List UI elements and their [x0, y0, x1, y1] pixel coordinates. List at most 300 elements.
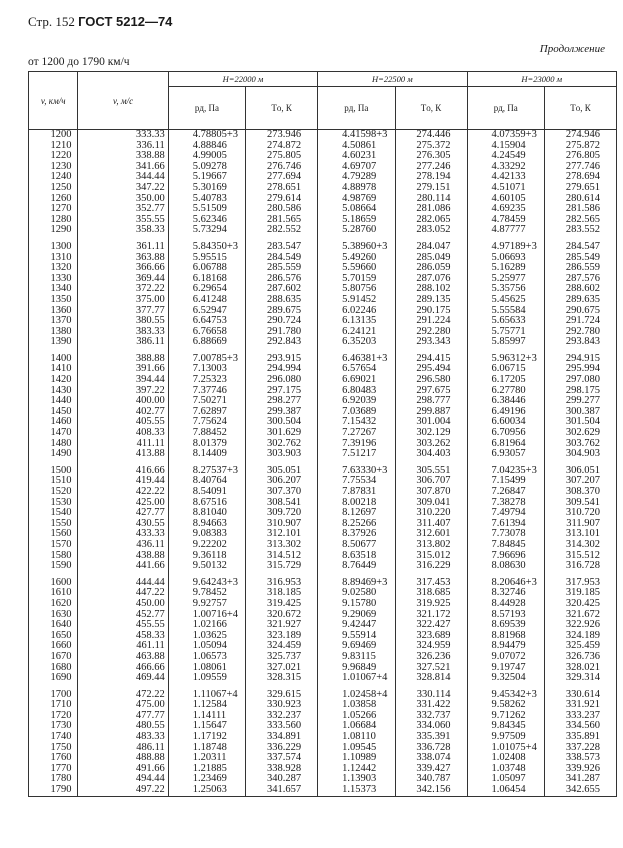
cell-pressure: 7.84845: [467, 540, 544, 551]
table-row: [29, 551, 617, 562]
table-row: [29, 631, 617, 642]
cell-v-ms: 391.66: [78, 364, 168, 375]
cell-pressure: 7.27267: [318, 428, 395, 439]
cell-v-ms: 405.55: [78, 417, 168, 428]
cell-v-ms: 386.11: [78, 337, 168, 348]
cell-pressure: 6.41248: [168, 295, 245, 306]
cell-temperature: 289.135: [395, 295, 467, 306]
cell-temperature: 295.494: [395, 364, 467, 375]
table-row: [29, 327, 617, 338]
table-row: [29, 417, 617, 428]
cell-pressure: 4.51071: [467, 183, 544, 194]
cell-pressure: 5.45625: [467, 295, 544, 306]
cell-temperature: 291.224: [395, 316, 467, 327]
cell-v-kmh: 1500: [29, 466, 78, 477]
cell-temperature: 293.343: [395, 337, 467, 348]
cell-pressure: 8.69539: [467, 620, 544, 631]
cell-pressure: 9.64243+3: [168, 578, 245, 589]
cell-v-kmh: 1450: [29, 407, 78, 418]
cell-pressure: 9.96849: [318, 663, 395, 674]
cell-temperature: 311.907: [544, 519, 616, 530]
cell-pressure: 6.06788: [168, 263, 245, 274]
cell-pressure: 1.03858: [318, 700, 395, 711]
cell-temperature: 320.672: [246, 610, 318, 621]
cell-temperature: 280.114: [395, 194, 467, 205]
cell-pressure: 5.80756: [318, 284, 395, 295]
cell-temperature: 290.675: [544, 306, 616, 317]
cell-pressure: 5.73294: [168, 225, 245, 236]
cell-pressure: 1.15647: [168, 721, 245, 732]
table-row: [29, 700, 617, 711]
table-row: [29, 508, 617, 519]
cell-temperature: 292.843: [246, 337, 318, 348]
cell-pressure: 6.52947: [168, 306, 245, 317]
table-row: [29, 263, 617, 274]
cell-pressure: 9.19747: [467, 663, 544, 674]
cell-v-ms: 394.44: [78, 375, 168, 386]
cell-v-kmh: 1290: [29, 225, 78, 236]
cell-v-ms: 480.55: [78, 721, 168, 732]
cell-v-kmh: 1260: [29, 194, 78, 205]
cell-temperature: 302.629: [544, 428, 616, 439]
cell-v-kmh: 1430: [29, 386, 78, 397]
cell-temperature: 331.921: [544, 700, 616, 711]
cell-pressure: 1.10989: [318, 753, 395, 764]
cell-v-kmh: 1530: [29, 498, 78, 509]
cell-temperature: 284.047: [395, 242, 467, 253]
cell-pressure: 1.20311: [168, 753, 245, 764]
cell-v-ms: 477.77: [78, 711, 168, 722]
table-row: [29, 785, 617, 796]
cell-pressure: 1.13903: [318, 774, 395, 785]
cell-temperature: 315.729: [246, 561, 318, 572]
cell-temperature: 282.552: [246, 225, 318, 236]
cell-pressure: 4.24549: [467, 151, 544, 162]
cell-pressure: 7.39196: [318, 439, 395, 450]
cell-temperature: 308.541: [246, 498, 318, 509]
table-row: [29, 284, 617, 295]
cell-pressure: 1.06454: [467, 785, 544, 796]
cell-pressure: 8.63518: [318, 551, 395, 562]
cell-temperature: 276.805: [544, 151, 616, 162]
cell-temperature: 341.657: [246, 785, 318, 796]
group-header-h23000: H=23000 м: [467, 72, 616, 87]
cell-temperature: 305.051: [246, 466, 318, 477]
table-row: [29, 663, 617, 674]
cell-pressure: 5.19667: [168, 172, 245, 183]
table-row: [29, 141, 617, 152]
cell-v-ms: 494.44: [78, 774, 168, 785]
cell-temperature: 282.565: [544, 215, 616, 226]
table-row: [29, 753, 617, 764]
cell-v-ms: 472.22: [78, 690, 168, 701]
cell-temperature: 274.946: [544, 130, 616, 141]
cell-v-kmh: 1690: [29, 673, 78, 684]
cell-temperature: 338.074: [395, 753, 467, 764]
cell-v-ms: 425.00: [78, 498, 168, 509]
cell-v-kmh: 1440: [29, 396, 78, 407]
cell-temperature: 333.560: [246, 721, 318, 732]
cell-pressure: 1.18748: [168, 743, 245, 754]
cell-pressure: 1.01067+4: [318, 673, 395, 684]
cell-v-kmh: 1280: [29, 215, 78, 226]
cell-pressure: 5.35756: [467, 284, 544, 295]
cell-temperature: 297.080: [544, 375, 616, 386]
cell-temperature: 316.953: [246, 578, 318, 589]
cell-temperature: 311.407: [395, 519, 467, 530]
table-row: [29, 578, 617, 589]
cell-pressure: 1.01075+4: [467, 743, 544, 754]
cell-temperature: 327.021: [246, 663, 318, 674]
table-row: [29, 151, 617, 162]
cell-temperature: 300.387: [544, 407, 616, 418]
cell-pressure: 7.63330+3: [318, 466, 395, 477]
cell-temperature: 277.246: [395, 162, 467, 173]
cell-v-kmh: 1790: [29, 785, 78, 796]
cell-temperature: 319.925: [395, 599, 467, 610]
cell-pressure: 7.26847: [467, 487, 544, 498]
cell-pressure: 1.12584: [168, 700, 245, 711]
cell-temperature: 315.012: [395, 551, 467, 562]
cell-pressure: 1.03625: [168, 631, 245, 642]
cell-pressure: 9.22202: [168, 540, 245, 551]
cell-pressure: 1.09545: [318, 743, 395, 754]
cell-v-ms: 447.22: [78, 588, 168, 599]
table-row: [29, 743, 617, 754]
cell-v-kmh: 1580: [29, 551, 78, 562]
cell-v-kmh: 1720: [29, 711, 78, 722]
cell-temperature: 339.427: [395, 764, 467, 775]
cell-temperature: 286.559: [544, 263, 616, 274]
cell-temperature: 333.237: [544, 711, 616, 722]
cell-temperature: 328.021: [544, 663, 616, 674]
cell-temperature: 274.446: [395, 130, 467, 141]
cell-v-ms: 344.44: [78, 172, 168, 183]
cell-pressure: 7.50271: [168, 396, 245, 407]
cell-pressure: 1.21885: [168, 764, 245, 775]
cell-v-ms: 402.77: [78, 407, 168, 418]
cell-pressure: 1.15373: [318, 785, 395, 796]
table-row: [29, 386, 617, 397]
cell-temperature: 301.504: [544, 417, 616, 428]
cell-pressure: 6.92039: [318, 396, 395, 407]
cell-temperature: 299.277: [544, 396, 616, 407]
cell-temperature: 275.372: [395, 141, 467, 152]
cell-v-kmh: 1300: [29, 242, 78, 253]
range-caption: от 1200 до 1790 км/ч: [28, 56, 130, 68]
cell-v-ms: 377.77: [78, 306, 168, 317]
cell-temperature: 273.946: [246, 130, 318, 141]
cell-temperature: 300.504: [246, 417, 318, 428]
cell-pressure: 5.40783: [168, 194, 245, 205]
cell-pressure: 1.06573: [168, 652, 245, 663]
cell-temperature: 283.547: [246, 242, 318, 253]
cell-pressure: 9.07072: [467, 652, 544, 663]
cell-temperature: 284.547: [544, 242, 616, 253]
cell-pressure: 1.17192: [168, 732, 245, 743]
cell-pressure: 9.97509: [467, 732, 544, 743]
cell-temperature: 309.541: [544, 498, 616, 509]
col-header-pressure: pд, Па: [168, 87, 245, 130]
cell-v-ms: 469.44: [78, 673, 168, 684]
cell-pressure: 8.08630: [467, 561, 544, 572]
cell-pressure: 5.49260: [318, 253, 395, 264]
cell-temperature: 339.926: [544, 764, 616, 775]
cell-temperature: 330.923: [246, 700, 318, 711]
table-row: [29, 652, 617, 663]
cell-v-kmh: 1360: [29, 306, 78, 317]
cell-v-ms: 350.00: [78, 194, 168, 205]
cell-pressure: 1.00716+4: [168, 610, 245, 621]
cell-v-kmh: 1390: [29, 337, 78, 348]
cell-temperature: 293.843: [544, 337, 616, 348]
cell-temperature: 309.041: [395, 498, 467, 509]
cell-temperature: 330.614: [544, 690, 616, 701]
cell-pressure: 6.76658: [168, 327, 245, 338]
cell-pressure: 6.35203: [318, 337, 395, 348]
cell-pressure: 8.12697: [318, 508, 395, 519]
cell-temperature: 306.051: [544, 466, 616, 477]
cell-v-kmh: 1320: [29, 263, 78, 274]
cell-temperature: 336.728: [395, 743, 467, 754]
cell-v-ms: 450.00: [78, 599, 168, 610]
cell-temperature: 316.728: [544, 561, 616, 572]
col-header-v-kmh: v, км/ч: [29, 72, 78, 130]
cell-pressure: 4.78459: [467, 215, 544, 226]
table-row: [29, 774, 617, 785]
cell-temperature: 342.156: [395, 785, 467, 796]
cell-v-kmh: 1570: [29, 540, 78, 551]
table-row: [29, 641, 617, 652]
cell-pressure: 5.28760: [318, 225, 395, 236]
cell-pressure: 1.03748: [467, 764, 544, 775]
table-row: [29, 690, 617, 701]
page-header: [28, 14, 172, 30]
cell-pressure: 7.75534: [318, 476, 395, 487]
table-row: [29, 375, 617, 386]
cell-temperature: 297.175: [246, 386, 318, 397]
cell-pressure: 8.81040: [168, 508, 245, 519]
cell-v-kmh: 1250: [29, 183, 78, 194]
cell-temperature: 312.601: [395, 529, 467, 540]
cell-v-kmh: 1520: [29, 487, 78, 498]
table-row: [29, 130, 617, 141]
cell-v-ms: 413.88: [78, 449, 168, 460]
cell-pressure: 9.08383: [168, 529, 245, 540]
cell-pressure: 5.09278: [168, 162, 245, 173]
cell-pressure: 4.88846: [168, 141, 245, 152]
cell-pressure: 7.88452: [168, 428, 245, 439]
cell-temperature: 295.994: [544, 364, 616, 375]
table-row: [29, 561, 617, 572]
cell-v-kmh: 1640: [29, 620, 78, 631]
cell-temperature: 314.302: [544, 540, 616, 551]
cell-v-kmh: 1540: [29, 508, 78, 519]
cell-v-ms: 419.44: [78, 476, 168, 487]
cell-pressure: 6.18168: [168, 274, 245, 285]
cell-v-kmh: 1420: [29, 375, 78, 386]
cell-v-kmh: 1560: [29, 529, 78, 540]
cell-temperature: 309.720: [246, 508, 318, 519]
cell-temperature: 289.635: [544, 295, 616, 306]
cell-temperature: 318.685: [395, 588, 467, 599]
cell-v-kmh: 1590: [29, 561, 78, 572]
cell-temperature: 317.953: [544, 578, 616, 589]
cell-pressure: 9.50132: [168, 561, 245, 572]
cell-v-ms: 372.22: [78, 284, 168, 295]
table-row: [29, 466, 617, 477]
cell-pressure: 8.20646+3: [467, 578, 544, 589]
cell-pressure: 7.15432: [318, 417, 395, 428]
cell-pressure: 8.25266: [318, 519, 395, 530]
col-header-temperature: Tо, К: [246, 87, 318, 130]
cell-temperature: 281.565: [246, 215, 318, 226]
cell-temperature: 306.207: [246, 476, 318, 487]
cell-temperature: 280.586: [246, 204, 318, 215]
cell-temperature: 298.277: [246, 396, 318, 407]
cell-temperature: 292.780: [544, 327, 616, 338]
cell-temperature: 287.576: [544, 274, 616, 285]
cell-temperature: 323.689: [395, 631, 467, 642]
cell-temperature: 307.207: [544, 476, 616, 487]
cell-v-kmh: 1460: [29, 417, 78, 428]
cell-pressure: 6.24121: [318, 327, 395, 338]
cell-pressure: 1.14111: [168, 711, 245, 722]
cell-pressure: 4.15904: [467, 141, 544, 152]
cell-temperature: 288.102: [395, 284, 467, 295]
cell-v-ms: 338.88: [78, 151, 168, 162]
cell-pressure: 7.49794: [467, 508, 544, 519]
cell-pressure: 7.13003: [168, 364, 245, 375]
cell-temperature: 298.777: [395, 396, 467, 407]
cell-pressure: 6.64753: [168, 316, 245, 327]
cell-temperature: 299.387: [246, 407, 318, 418]
cell-temperature: 321.927: [246, 620, 318, 631]
cell-temperature: 278.651: [246, 183, 318, 194]
cell-v-kmh: 1210: [29, 141, 78, 152]
cell-pressure: 1.25063: [168, 785, 245, 796]
cell-temperature: 278.194: [395, 172, 467, 183]
cell-pressure: 5.16289: [467, 263, 544, 274]
cell-pressure: 1.09559: [168, 673, 245, 684]
cell-pressure: 5.30169: [168, 183, 245, 194]
cell-v-kmh: 1600: [29, 578, 78, 589]
cell-pressure: 8.76449: [318, 561, 395, 572]
cell-pressure: 1.11067+4: [168, 690, 245, 701]
cell-pressure: 1.02166: [168, 620, 245, 631]
cell-pressure: 6.60034: [467, 417, 544, 428]
cell-pressure: 4.78805+3: [168, 130, 245, 141]
table-row: [29, 721, 617, 732]
cell-pressure: 7.61394: [467, 519, 544, 530]
col-header-temperature: Tо, К: [395, 87, 467, 130]
cell-pressure: 6.49196: [467, 407, 544, 418]
cell-v-kmh: 1700: [29, 690, 78, 701]
cell-temperature: 302.762: [246, 439, 318, 450]
cell-temperature: 284.549: [246, 253, 318, 264]
table-row: [29, 242, 617, 253]
cell-pressure: 7.73078: [467, 529, 544, 540]
table-row: [29, 529, 617, 540]
cell-pressure: 6.93057: [467, 449, 544, 460]
cell-temperature: 287.076: [395, 274, 467, 285]
cell-v-ms: 436.11: [78, 540, 168, 551]
cell-temperature: 283.552: [544, 225, 616, 236]
cell-pressure: 9.78452: [168, 588, 245, 599]
cell-temperature: 294.994: [246, 364, 318, 375]
cell-temperature: 288.602: [544, 284, 616, 295]
cell-v-kmh: 1240: [29, 172, 78, 183]
table-row: [29, 476, 617, 487]
cell-temperature: 327.521: [395, 663, 467, 674]
cell-pressure: 7.04235+3: [467, 466, 544, 477]
cell-pressure: 8.81968: [467, 631, 544, 642]
cell-pressure: 7.00785+3: [168, 354, 245, 365]
col-header-temperature: Tо, К: [544, 87, 616, 130]
cell-temperature: 274.872: [246, 141, 318, 152]
cell-v-kmh: 1370: [29, 316, 78, 327]
cell-temperature: 308.370: [544, 487, 616, 498]
cell-v-kmh: 1630: [29, 610, 78, 621]
table-row: [29, 172, 617, 183]
cell-pressure: 8.54091: [168, 487, 245, 498]
standard-code: ГОСТ 5212—74: [78, 14, 173, 29]
cell-v-kmh: 1780: [29, 774, 78, 785]
cell-pressure: 5.62346: [168, 215, 245, 226]
cell-v-ms: 397.22: [78, 386, 168, 397]
cell-v-ms: 475.00: [78, 700, 168, 711]
table-row: [29, 519, 617, 530]
cell-temperature: 277.746: [544, 162, 616, 173]
cell-pressure: 1.06684: [318, 721, 395, 732]
table-row: [29, 162, 617, 173]
cell-temperature: 329.314: [544, 673, 616, 684]
continuation-label: Продолжение: [539, 43, 605, 55]
cell-pressure: 5.25977: [467, 274, 544, 285]
cell-v-kmh: 1510: [29, 476, 78, 487]
cell-temperature: 340.787: [395, 774, 467, 785]
cell-pressure: 9.36118: [168, 551, 245, 562]
table-row: [29, 673, 617, 684]
cell-temperature: 334.891: [246, 732, 318, 743]
cell-v-ms: 380.55: [78, 316, 168, 327]
cell-v-ms: 333.33: [78, 130, 168, 141]
cell-pressure: 7.87831: [318, 487, 395, 498]
cell-temperature: 322.427: [395, 620, 467, 631]
cell-temperature: 285.549: [544, 253, 616, 264]
cell-temperature: 301.004: [395, 417, 467, 428]
cell-temperature: 321.672: [544, 610, 616, 621]
table-row: [29, 599, 617, 610]
cell-v-ms: 452.77: [78, 610, 168, 621]
cell-pressure: 8.37926: [318, 529, 395, 540]
cell-v-ms: 486.11: [78, 743, 168, 754]
cell-pressure: 4.50861: [318, 141, 395, 152]
cell-v-ms: 383.33: [78, 327, 168, 338]
cell-v-kmh: 1480: [29, 439, 78, 450]
cell-temperature: 315.512: [544, 551, 616, 562]
cell-pressure: 9.45342+3: [467, 690, 544, 701]
cell-pressure: 4.69707: [318, 162, 395, 173]
cell-v-kmh: 1230: [29, 162, 78, 173]
cell-v-ms: 458.33: [78, 631, 168, 642]
cell-temperature: 275.805: [246, 151, 318, 162]
cell-v-kmh: 1310: [29, 253, 78, 264]
cell-pressure: 8.00218: [318, 498, 395, 509]
cell-v-ms: 363.88: [78, 253, 168, 264]
cell-temperature: 292.280: [395, 327, 467, 338]
cell-pressure: 4.60105: [467, 194, 544, 205]
